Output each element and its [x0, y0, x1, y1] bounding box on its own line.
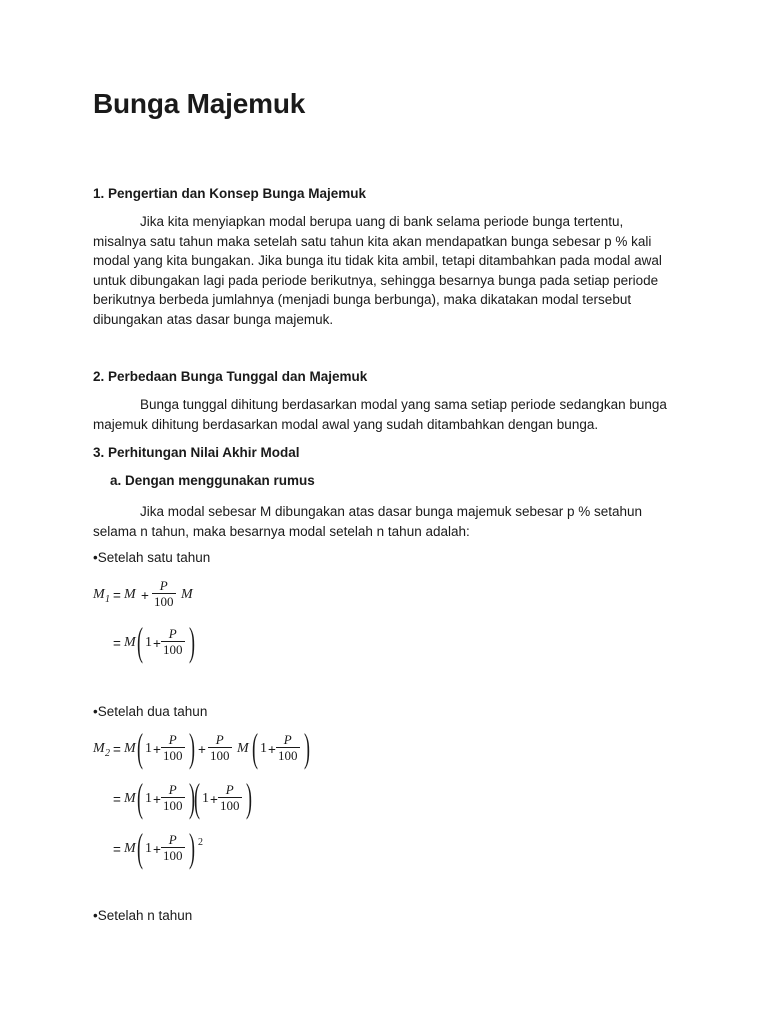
left-paren: (: [194, 775, 200, 820]
formula-symbol: M: [237, 741, 249, 756]
formula-operator: +: [198, 742, 206, 757]
formula-fraction: [161, 732, 185, 763]
formula-symbol: M: [124, 587, 136, 602]
formula-symbol: M: [124, 791, 136, 806]
formula-operator: +: [141, 588, 149, 603]
formula-operator: +: [153, 742, 161, 757]
formula-operator: =: [113, 742, 121, 757]
formula-fraction: [152, 578, 176, 609]
formula-operator: =: [113, 842, 121, 857]
formula-symbol: M: [124, 635, 136, 650]
fraction-numerator: P: [168, 832, 177, 847]
formula-number: 1: [145, 741, 152, 756]
section-2-heading: 2. Perbedaan Bunga Tunggal dan Majemuk: [93, 369, 368, 384]
fraction-numerator: P: [168, 732, 177, 747]
formula-symbol: M: [181, 587, 193, 602]
left-paren: (: [137, 825, 143, 870]
section-1-paragraph: Jika kita menyiapkan modal berupa uang di bank selama periode bunga tertentu, misalnya satu tahun maka setelah satu tahun kita akan mendapatkan bunga sebesar p % kali modal yang kita bungakan. Jika bunga itu tidak kita ambil, tetapi ditambahkan pada modal awal untuk dibungakan lagi pada periode berikutnya, sehingga besarnya bunga pada setiap periode berikutnya berbeda jumlahnya (menjadi bunga berbunga), maka dikatakan modal tersebut dibungakan atas dasar bunga majemuk.: [93, 214, 662, 327]
formula-operator: +: [268, 742, 276, 757]
formula-fraction: [276, 732, 300, 763]
right-paren: ): [189, 619, 195, 664]
fraction-numerator: P: [168, 626, 177, 641]
right-paren: ): [189, 825, 195, 870]
fraction-numerator: P: [168, 782, 177, 797]
fraction-denominator: 100: [163, 848, 183, 863]
section-3-heading: 3. Perhitungan Nilai Akhir Modal: [93, 445, 300, 460]
formula-number: 1: [145, 791, 152, 806]
formula-operator: =: [113, 636, 121, 651]
formula-operator: +: [153, 792, 161, 807]
section-1-heading: 1. Pengertian dan Konsep Bunga Majemuk: [93, 186, 367, 201]
formula-symbol: M: [93, 741, 105, 756]
formula-operator: +: [153, 842, 161, 857]
fraction-numerator: P: [215, 732, 224, 747]
formula-number: 1: [145, 635, 152, 650]
bullet-after-n-years: •Setelah n tahun: [93, 908, 193, 923]
right-paren: ): [246, 775, 252, 820]
formula-fraction: [161, 626, 185, 657]
formula-number: 1: [202, 791, 209, 806]
formula-fraction: [161, 832, 185, 863]
fraction-denominator: 100: [278, 748, 298, 763]
fraction-denominator: 100: [163, 748, 183, 763]
fraction-denominator: 100: [220, 798, 240, 813]
formula-number: 1: [260, 741, 267, 756]
formula-subscript: 2: [105, 748, 110, 759]
left-paren: (: [252, 725, 258, 770]
formula-operator: =: [113, 588, 121, 603]
formula-symbol: M: [124, 841, 136, 856]
right-paren: ): [304, 725, 310, 770]
formula-symbol: M: [124, 741, 136, 756]
formula-operator: +: [153, 636, 161, 651]
fraction-denominator: 100: [154, 594, 174, 609]
fraction-numerator: P: [159, 578, 168, 593]
formula-fraction: [208, 732, 232, 763]
section-2-paragraph: Bunga tunggal dihitung berdasarkan modal yang sama setiap periode sedangkan bunga majemuk dihitung berdasarkan modal awal yang sudah ditambahkan dengan bunga.: [93, 397, 667, 432]
left-paren: (: [137, 725, 143, 770]
fraction-denominator: 100: [163, 798, 183, 813]
bullet-after-one-year: •Setelah satu tahun: [93, 550, 211, 565]
formula-fraction: [218, 782, 242, 813]
formula-subscript: 1: [105, 594, 110, 605]
left-paren: (: [137, 619, 143, 664]
fraction-numerator: P: [225, 782, 234, 797]
left-paren: (: [137, 775, 143, 820]
page-title: Bunga Majemuk: [93, 88, 306, 119]
section-3a-subheading: a. Dengan menggunakan rumus: [110, 473, 315, 488]
formula-symbol: M: [93, 587, 105, 602]
right-paren: ): [189, 775, 195, 820]
formula-exponent: 2: [198, 837, 203, 848]
formula-operator: =: [113, 792, 121, 807]
formula-fraction: [161, 782, 185, 813]
bullet-after-two-years: •Setelah dua tahun: [93, 704, 208, 719]
section-3-paragraph: Jika modal sebesar M dibungakan atas dasar bunga majemuk sebesar p % setahun selama n tahun, maka besarnya modal setelah n tahun adalah:: [93, 504, 643, 539]
formula-operator: +: [210, 792, 218, 807]
fraction-numerator: P: [283, 732, 292, 747]
formula-number: 1: [145, 841, 152, 856]
fraction-denominator: 100: [163, 642, 183, 657]
fraction-denominator: 100: [210, 748, 230, 763]
right-paren: ): [189, 725, 195, 770]
